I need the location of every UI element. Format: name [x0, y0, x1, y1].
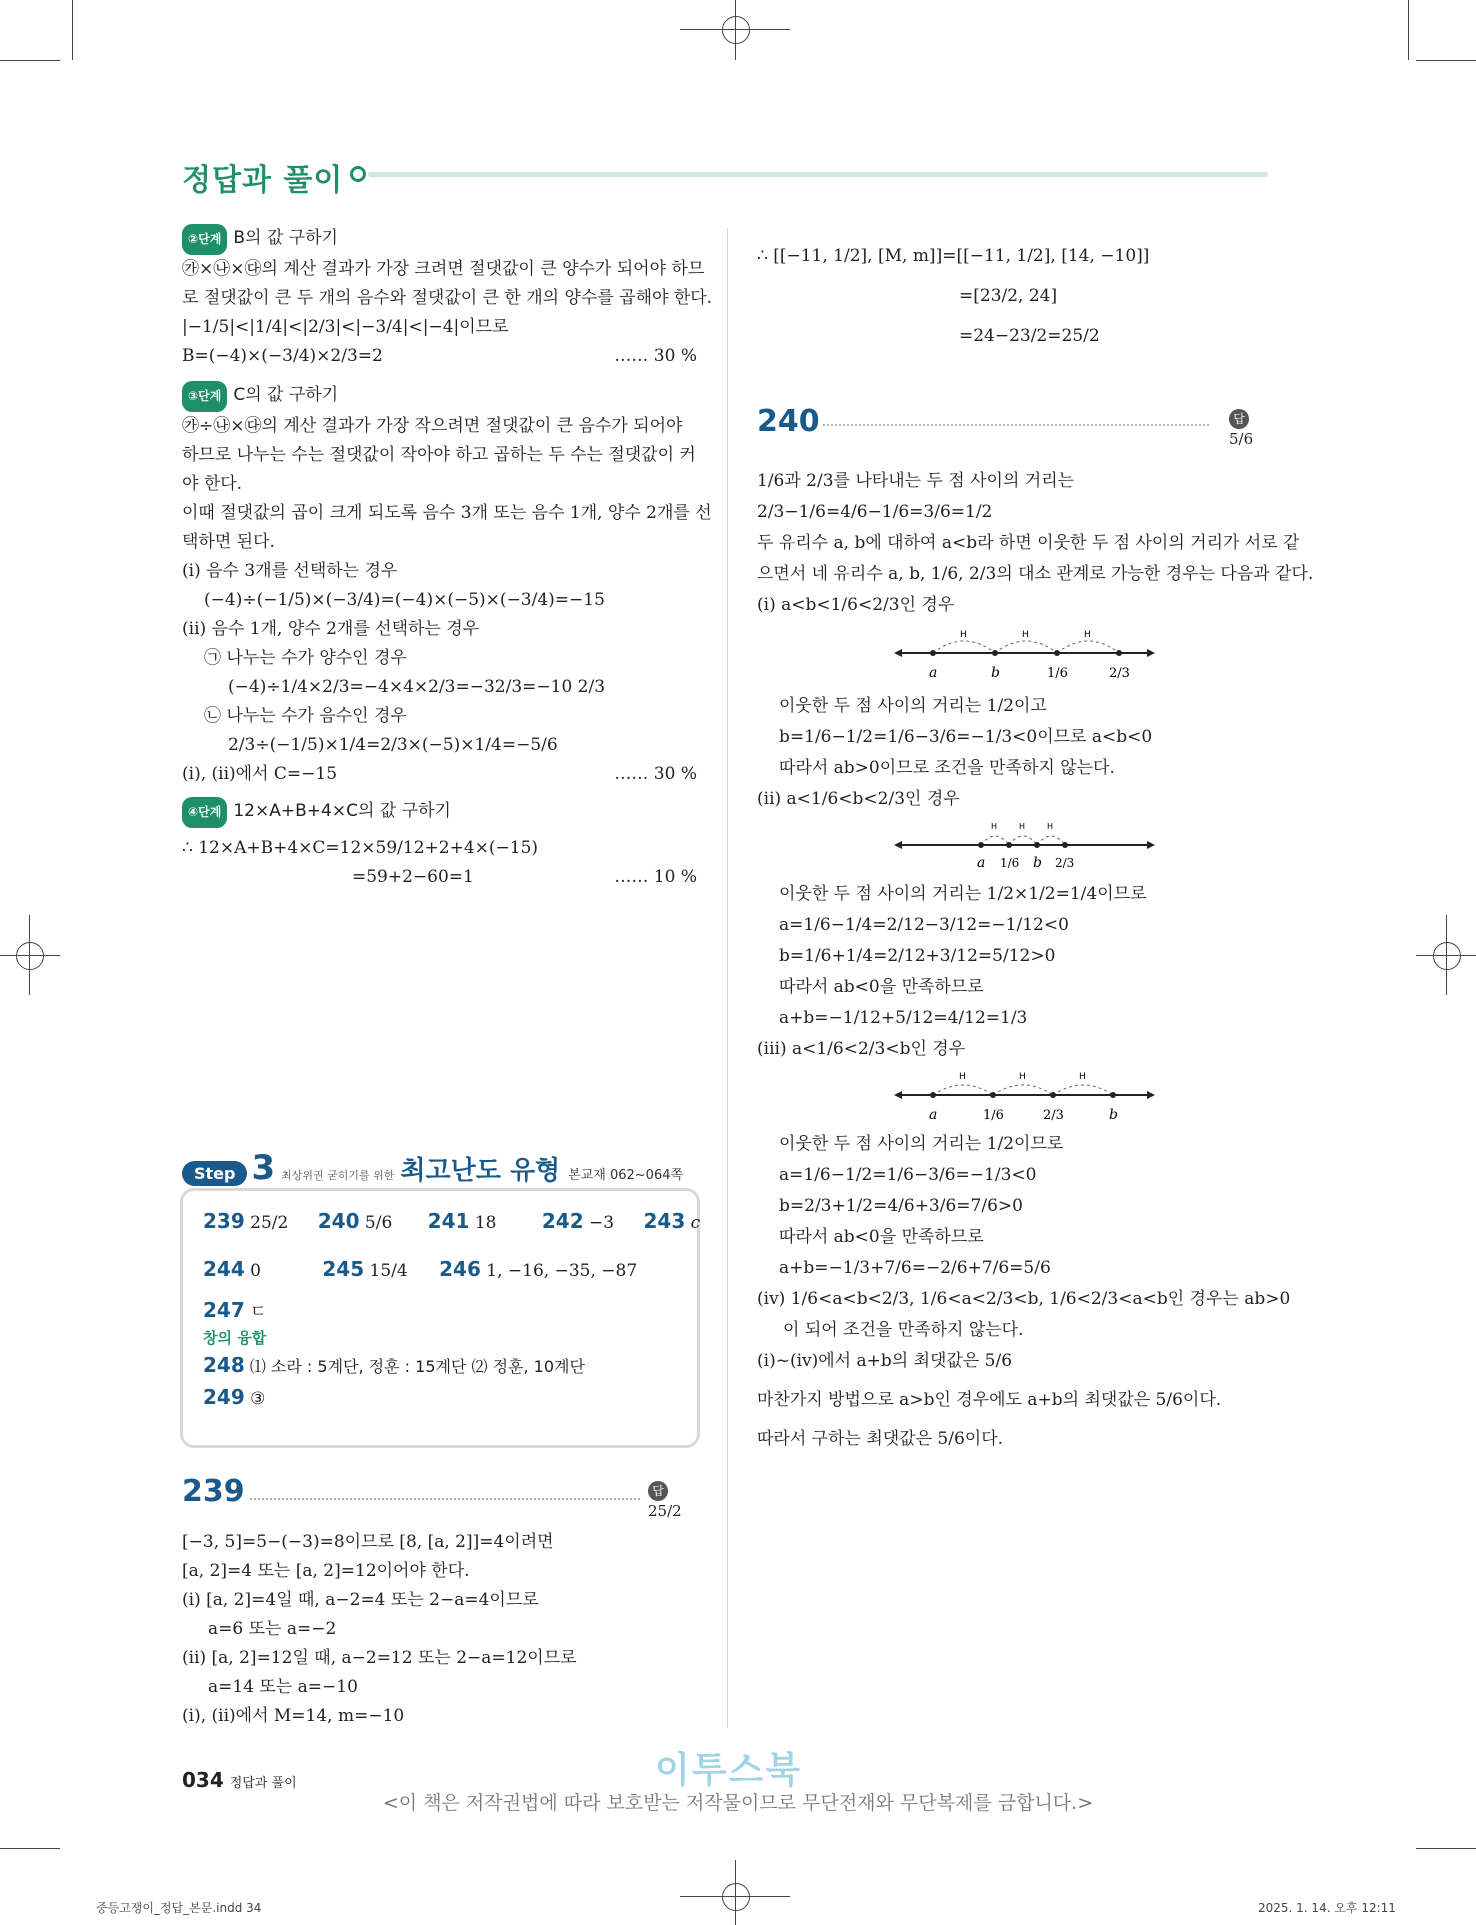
- crop-mark: [1408, 0, 1409, 60]
- number-line-graphic: [757, 815, 1277, 879]
- answer-row: 249 ③: [203, 1385, 266, 1409]
- answer-box: [180, 1188, 700, 1448]
- step-number: 3: [251, 1148, 276, 1188]
- text-line: (iii) a<1/6<2/3<b인 경우: [757, 1039, 966, 1059]
- math-line: a+b=−1/12+5/12=4/12=1/3: [779, 1008, 1028, 1028]
- text-line: 따라서 ab<0을 만족하므로: [779, 977, 984, 997]
- title-dot-icon: [350, 166, 366, 182]
- math-line: ∴ 12×A+B+4×C=12×59/12+2+4×(−15): [182, 838, 539, 858]
- section-title: 정답과 풀이: [182, 163, 344, 198]
- tick-mark: H: [1084, 630, 1091, 640]
- copyright-notice: <이 책은 저작권법에 따라 보호받는 저작물이므로 무단전재와 무단복제를 금합니다.>: [382, 1792, 1094, 1814]
- text-line: [−3, 5]=5−(−3)=8이므로 [8, [a, 2]]=4이려면: [182, 1532, 554, 1552]
- step-tag: ④단계: [182, 797, 227, 828]
- text-line: 택하면 된다.: [182, 532, 275, 552]
- problem-header: [182, 1474, 697, 1520]
- problem-header: [757, 404, 1272, 448]
- text-line: (i), (ii)에서 M=14, m=−10: [182, 1706, 405, 1726]
- text-line: (iv) 1/6<a<b<2/3, 1/6<a<2/3<b, 1/6<2/3<a<b인 경우는 ab>0: [757, 1289, 1291, 1309]
- tick-mark: H: [1019, 822, 1026, 831]
- math-line: 이웃한 두 점 사이의 거리는 1/2×1/2=1/4이므로: [779, 884, 1147, 904]
- step-title: B의 값 구하기: [233, 228, 338, 248]
- step-heading: 최고난도 유형: [400, 1156, 561, 1186]
- answer-item: 240 5/6: [317, 1209, 393, 1233]
- math-line: =[23/2, 24]: [959, 286, 1058, 306]
- right-top: [757, 236, 1272, 356]
- axis-label: 1/6: [983, 1108, 1004, 1123]
- math-line: ∴ [[−11, 1/2], [M, m]]=[[−11, 1/2], [14, −10]]: [757, 246, 1150, 266]
- step-title: C의 값 구하기: [233, 385, 339, 405]
- answer-row: 248 ⑴ 소라 : 5계단, 정훈 : 15계단 ⑵ 정훈, 10계단: [203, 1353, 585, 1377]
- dotted-rule: [250, 1498, 640, 1500]
- problem-number: 240: [757, 404, 820, 439]
- step-heading: [182, 224, 697, 255]
- crop-mark: [1416, 1848, 1476, 1849]
- answer-item: 244 0: [203, 1257, 261, 1281]
- registration-mark: [1433, 942, 1461, 970]
- text-line: (ii) a<1/6<b<2/3인 경우: [757, 789, 960, 809]
- math-line: 2/3−1/6=4/6−1/6=3/6=1/2: [757, 502, 993, 522]
- step-tag: ③단계: [182, 381, 227, 412]
- number-line-2: [757, 815, 1277, 879]
- tick-mark: H: [1079, 1072, 1086, 1082]
- step-heading: [182, 381, 697, 412]
- tick-mark: H: [991, 822, 998, 831]
- step-title: 12×A+B+4×C의 값 구하기: [233, 801, 451, 821]
- math-line: (−4)÷1/4×2/3=−4×4×2/3=−32/3=−10 2/3: [228, 677, 606, 697]
- text-line: 마찬가지 방법으로 a>b인 경우에도 a+b의 최댓값은 5/6이다.: [757, 1390, 1222, 1410]
- page-number: 034 정답과 풀이: [182, 1768, 297, 1792]
- number-line-graphic: [757, 1065, 1277, 1129]
- math-line: (−4)÷(−1/5)×(−3/4)=(−4)×(−5)×(−3/4)=−15: [204, 590, 605, 610]
- step-tag: ②단계: [182, 224, 227, 255]
- answer-item: 242 −3: [541, 1209, 615, 1233]
- title-rule: [368, 172, 1268, 177]
- answer-badge-icon: 답: [648, 1481, 668, 1501]
- axis-label: b: [991, 665, 1000, 681]
- step-heading: [182, 797, 697, 828]
- math-line: [182, 342, 697, 371]
- text-line: ㉮×㉯×㉰의 계산 결과가 가장 크려면 절댓값이 큰 양수가 되어야 하므: [182, 259, 705, 279]
- answer-item: 239 25/2: [203, 1209, 289, 1233]
- tick-mark: H: [959, 1072, 966, 1082]
- registration-mark: [16, 942, 44, 970]
- math-line: |−1/5|<|1/4|<|2/3|<|−3/4|<|−4|이므로: [182, 317, 509, 337]
- text-line: 이때 절댓값의 곱이 크게 되도록 음수 3개 또는 음수 1개, 양수 2개를 선: [182, 503, 712, 523]
- math-line: b=1/6+1/4=2/12+3/12=5/12>0: [779, 946, 1056, 966]
- text-line: 1/6과 2/3를 나타내는 두 점 사이의 거리는: [757, 471, 1075, 491]
- number-line-1: [757, 621, 1277, 691]
- answer-item: 245 15/4: [322, 1257, 408, 1281]
- math-line: =24−23/2=25/2: [959, 326, 1100, 346]
- tick-mark: H: [1019, 1072, 1026, 1082]
- crop-mark: [0, 1848, 60, 1849]
- text-line: (i)~(iv)에서 a+b의 최댓값은 5/6: [757, 1351, 1013, 1371]
- score: …… 10 %: [614, 867, 697, 887]
- axis-label: b: [1109, 1107, 1118, 1123]
- answer-row: [203, 1209, 700, 1233]
- crop-mark: [72, 0, 73, 60]
- text-line: ㉡ 나누는 수가 음수인 경우: [204, 706, 407, 726]
- score: …… 30 %: [614, 346, 697, 366]
- text-line: (i) 음수 3개를 선택하는 경우: [182, 561, 398, 581]
- step3-banner: [182, 1148, 683, 1188]
- dotted-rule: [823, 424, 1209, 426]
- text-line: 따라서 ab<0을 만족하므로: [779, 1227, 984, 1247]
- answer-tag: 답 5/6: [1229, 408, 1272, 448]
- text-line: (i) a<b<1/6<2/3인 경우: [757, 595, 955, 615]
- footer-label: 정답과 풀이: [229, 1776, 297, 1791]
- left-column: [182, 224, 713, 892]
- math-line: [182, 760, 697, 789]
- axis-label: a: [977, 855, 986, 871]
- axis-label: 2/3: [1043, 1108, 1064, 1123]
- tick-mark: H: [960, 630, 967, 640]
- answer-row: [203, 1257, 637, 1281]
- text-line: [a, 2]=4 또는 [a, 2]=12이어야 한다.: [182, 1561, 470, 1581]
- crop-mark: [0, 60, 60, 61]
- answer-item: 241 18: [427, 1209, 497, 1233]
- math-text: B=(−4)×(−3/4)×2/3=2: [182, 346, 383, 366]
- text-line: 이웃한 두 점 사이의 거리는 1/2이므로: [779, 1134, 1064, 1154]
- text-line: (ii) 음수 1개, 양수 2개를 선택하는 경우: [182, 619, 480, 639]
- text-line: 두 유리수 a, b에 대하여 a<b라 하면 이웃한 두 점 사이의 거리가 서로 같: [757, 533, 1300, 553]
- tick-mark: H: [1047, 822, 1054, 831]
- answer-item: 243 c: [643, 1209, 701, 1233]
- text-line: 으면서 네 유리수 a, b, 1/6, 2/3의 대소 관계로 가능한 경우는 다음과 같다.: [757, 564, 1314, 584]
- math-line: a=1/6−1/2=1/6−3/6=−1/3<0: [779, 1165, 1037, 1185]
- text-line: 이웃한 두 점 사이의 거리는 1/2이고: [779, 696, 1047, 716]
- math-line: a+b=−1/3+7/6=−2/6+7/6=5/6: [779, 1258, 1051, 1278]
- axis-label: b: [1033, 855, 1042, 871]
- column-divider: [727, 228, 728, 1728]
- problem-239-solution: [182, 1528, 697, 1731]
- answer-item: 246 1, −16, −35, −87: [439, 1257, 638, 1281]
- text-line: (i) [a, 2]=4일 때, a−2=4 또는 2−a=4이므로: [182, 1590, 539, 1610]
- math-line: a=1/6−1/4=2/12−3/12=−1/12<0: [779, 915, 1069, 935]
- step-reference: 본교재 062~064쪽: [568, 1168, 684, 1183]
- text-line: 야 한다.: [182, 474, 243, 494]
- text-line: 따라서 ab>0이므로 조건을 만족하지 않는다.: [779, 758, 1115, 778]
- answer-badge-icon: 답: [1229, 409, 1249, 429]
- answer-tag: 답 25/2: [648, 1480, 697, 1520]
- registration-mark: [722, 16, 750, 44]
- text-line: ㉮÷㉯×㉰의 계산 결과가 가장 작으려면 절댓값이 큰 음수가 되어야: [182, 416, 683, 436]
- axis-label: 1/6: [1047, 666, 1068, 681]
- axis-label: 2/3: [1055, 856, 1075, 870]
- math-text: =59+2−60=1: [352, 867, 474, 887]
- math-line: [182, 863, 697, 892]
- axis-label: 2/3: [1109, 666, 1130, 681]
- text-line: a=14 또는 a=−10: [208, 1677, 358, 1697]
- number-line-graphic: [757, 621, 1277, 691]
- math-text: (i), (ii)에서 C=−15: [182, 764, 338, 784]
- text-line: 로 절댓값이 큰 두 개의 음수와 절댓값이 큰 한 개의 양수를 곱해야 한다.: [182, 288, 713, 308]
- math-line: 2/3÷(−1/5)×1/4=2/3×(−5)×1/4=−5/6: [228, 735, 558, 755]
- text-line: 하므로 나누는 수는 절댓값이 작아야 하고 곱하는 두 수는 절댓값이 커: [182, 445, 696, 465]
- axis-label: 1/6: [1000, 856, 1020, 870]
- text-line: 따라서 구하는 최댓값은 5/6이다.: [757, 1429, 1004, 1449]
- math-line: b=2/3+1/2=4/6+3/6=7/6>0: [779, 1196, 1023, 1216]
- crop-mark: [1416, 60, 1476, 61]
- text-line: 이 되어 조건을 만족하지 않는다.: [783, 1320, 1024, 1340]
- text-line: (ii) [a, 2]=12일 때, a−2=12 또는 2−a=12이므로: [182, 1648, 577, 1668]
- answer-row: 247 ㄷ: [203, 1298, 267, 1322]
- file-slug: 중등고쟁이_정답_본문.indd 34: [96, 1901, 262, 1915]
- changui-label: 창의 융합: [203, 1329, 267, 1347]
- step-pill: Step: [182, 1161, 247, 1186]
- publisher-watermark: 이투스북: [655, 1750, 803, 1791]
- text-line: a=6 또는 a=−2: [208, 1619, 337, 1639]
- score: …… 30 %: [614, 764, 697, 784]
- text-line: ㉠ 나누는 수가 양수인 경우: [204, 648, 407, 668]
- math-line: b=1/6−1/2=1/6−3/6=−1/3<0이므로 a<b<0: [779, 727, 1153, 747]
- number-line-3: [757, 1065, 1277, 1129]
- axis-label: a: [929, 665, 938, 681]
- axis-label: a: [929, 1107, 938, 1123]
- problem-number: 239: [182, 1474, 245, 1509]
- registration-mark: [722, 1883, 750, 1911]
- step-subtitle: 최상위권 굳히기를 위한: [281, 1169, 395, 1182]
- problem-240-solution: [757, 466, 1314, 1455]
- tick-mark: H: [1022, 630, 1029, 640]
- date-slug: 2025. 1. 14. 오후 12:11: [1258, 1901, 1396, 1915]
